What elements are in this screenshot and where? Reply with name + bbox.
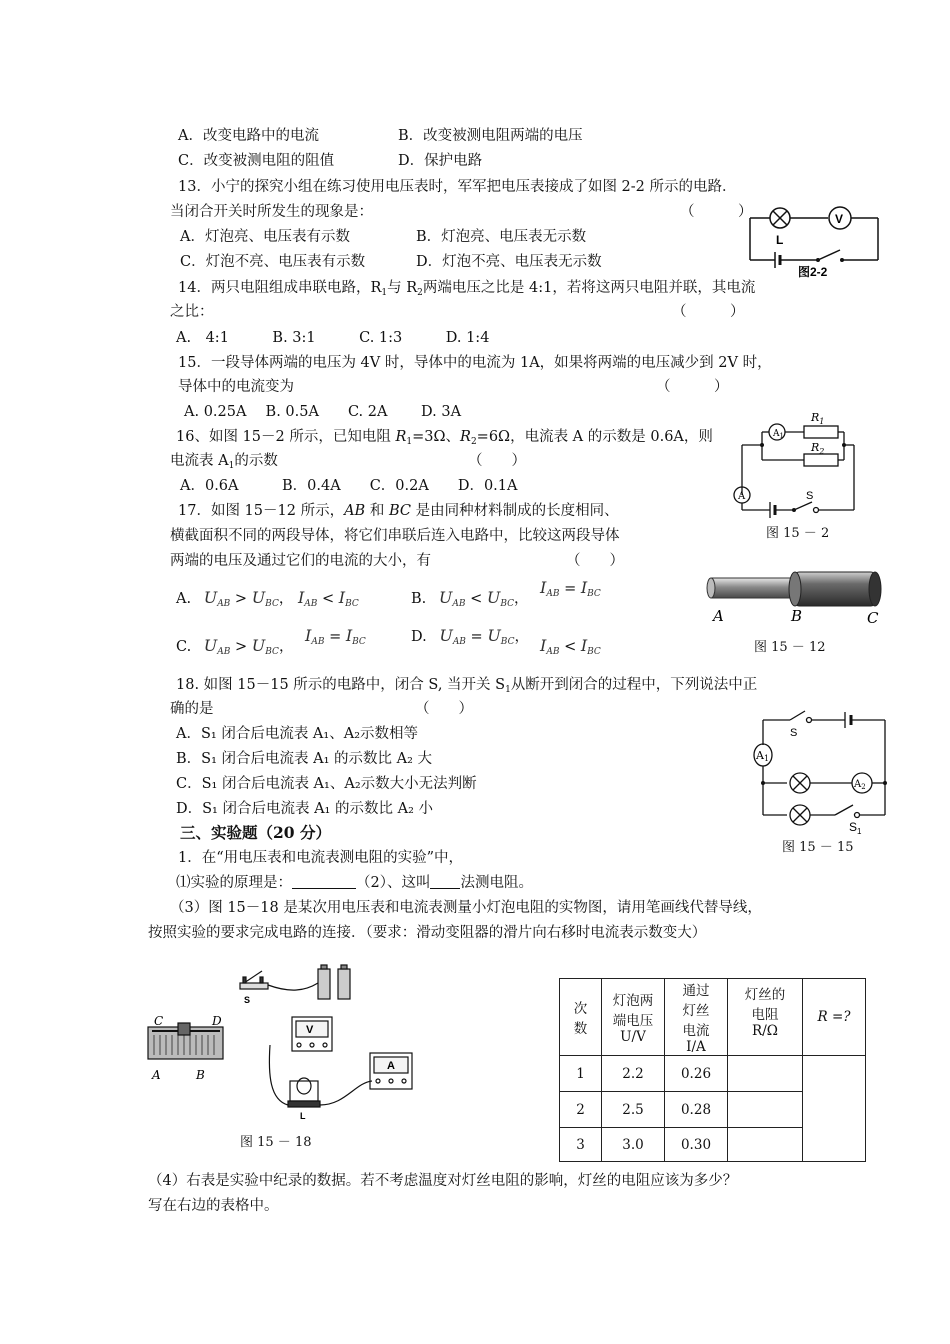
fig-2-2-label-v: V — [835, 212, 844, 226]
fig-15-18-label-b: B — [196, 1068, 205, 1082]
fig-2-2-caption: 图2-2 — [798, 265, 828, 279]
q15-options: A. 0.25A B. 0.5A C. 2A D. 3A — [184, 404, 462, 420]
section3-p4-line2: 写在右边的表格中。 — [148, 1198, 279, 1214]
q18-stem-line1: 18. 如图 15－15 所示的电路中，闭合 S, 当开关 $S_1$从断开到闭合的过程中，下列说法中正 — [176, 677, 758, 695]
table-cell-answer[interactable] — [803, 1056, 866, 1162]
figure-15-15-circuit — [745, 705, 895, 835]
answer-blank-principle — [292, 874, 356, 889]
table-cell: 1 — [560, 1056, 602, 1092]
table-header-cell: 次 数 — [560, 979, 602, 1056]
q13-answer-paren: （ ） — [680, 204, 753, 220]
q17-option-b-current: $I_{AB} = I_{BC}$ — [540, 578, 601, 599]
section3-p1: ⑴实验的原理是： （2）、这叫 法测电阻。 — [176, 875, 533, 891]
figure-15-2-circuit — [732, 405, 862, 520]
fig-15-2-label-r1: $R_1$ — [811, 411, 825, 426]
fig-15-18-label-s: S — [244, 995, 251, 1005]
q17-option-a: A. $U_{AB} > U_{BC}$， $I_{AB} < I_{BC}$ — [176, 588, 359, 609]
table-header-row — [560, 979, 866, 1056]
table-header-cell: 灯泡两 端电压 U/V — [602, 979, 665, 1056]
q14-options: A. 4:1 B. 3:1 C. 1:3 D. 1:4 — [176, 330, 490, 346]
table-cell: 3 — [560, 1128, 602, 1162]
fig-15-2-label-r2: $R_2$ — [811, 441, 825, 456]
table-cell: 2 — [560, 1092, 602, 1128]
fig-15-18-label-c: C — [154, 1014, 164, 1028]
table-header-cell: 灯丝的 电阻 R/Ω — [728, 979, 803, 1056]
q13-option-d: D．灯泡不亮、电压表无示数 — [416, 254, 602, 270]
fig-15-12-label-a: A — [713, 607, 724, 625]
section3-p3-line2: 按照实验的要求完成电路的连接．（要求：滑动变阻器的滑片向右移时电流表示数变大） — [148, 925, 707, 941]
table-cell: 2.5 — [602, 1092, 665, 1128]
q17-answer-paren: （ ） — [566, 553, 624, 569]
table-cell[interactable] — [728, 1092, 803, 1128]
section3-heading: 三、实验题（20 分） — [180, 823, 331, 842]
q14-answer-paren: （ ） — [672, 304, 745, 320]
fig-15-2-caption: 图 15 － 2 — [766, 526, 830, 541]
table-header-cell: 通过 灯丝 电流 I/A — [665, 979, 728, 1056]
fig-15-18-label-l: L — [300, 1111, 306, 1121]
fig-15-18-label-a-terminal: A — [152, 1068, 161, 1082]
table-cell: 0.26 — [665, 1056, 728, 1092]
q12-option-b: B．改变被测电阻两端的电压 — [398, 128, 583, 144]
data-table — [559, 978, 866, 1162]
q13-option-b: B．灯泡亮、电压表无示数 — [416, 229, 587, 245]
q17-option-c: C. $U_{AB} > U_{BC}$， — [176, 636, 294, 657]
q13-stem-line1: 13．小宁的探究小组在练习使用电压表时，军军把电压表接成了如图 2-2 所示的电路． — [178, 179, 737, 195]
q17-option-b: B. $U_{AB} < U_{BC}$， — [411, 588, 529, 609]
q18-option-a: A．S₁ 闭合后电流表 A₁、A₂示数相等 — [176, 726, 419, 742]
table-row — [560, 1056, 866, 1092]
fig-15-2-label-a1: $A_1$ — [773, 429, 784, 440]
fig-15-18-label-v: V — [306, 1024, 314, 1036]
q16-answer-paren: （ ） — [468, 453, 526, 469]
fig-15-15-caption: 图 15 － 15 — [782, 840, 854, 855]
fig-2-2-label-l: L — [776, 233, 784, 247]
q17-stem-line3: 两端的电压及通过它们的电流的大小，有 — [170, 553, 431, 569]
table-cell[interactable] — [728, 1128, 803, 1162]
figure-2-2-circuit — [740, 200, 890, 280]
q12-option-c: C．改变被测电阻的阻值 — [178, 153, 335, 169]
q15-stem-line2: 导体中的电流变为 — [178, 379, 294, 395]
q14-stem-line2: 之比： — [170, 304, 214, 320]
fig-15-18-caption: 图 15 － 18 — [240, 1135, 312, 1150]
q14-stem-line1: 14．两只电阻组成串联电路，$R_1$与 $R_2$两端电压之比是 4:1，若将这两只电阻并联，其电流 — [178, 280, 756, 298]
fig-15-18-label-a-meter: A — [387, 1060, 395, 1072]
q12-option-d: D．保护电路 — [398, 153, 483, 169]
table-header-cell: R =? — [803, 979, 866, 1056]
fig-15-15-label-s: S — [790, 727, 798, 739]
answer-blank-method — [430, 874, 460, 889]
q15-answer-paren: （ ） — [656, 379, 729, 395]
table-cell: 3.0 — [602, 1128, 665, 1162]
section3-p3-line1: （3）图 15－18 是某次用电压表和电流表测量小灯泡电阻的实物图，请用笔画线代替导线， — [170, 900, 762, 916]
table-cell[interactable] — [728, 1056, 803, 1092]
fig-15-18-label-d: D — [212, 1014, 222, 1028]
table-cell: 0.30 — [665, 1128, 728, 1162]
q17-option-d-current: $I_{AB} < I_{BC}$ — [540, 636, 601, 657]
q12-option-a: A．改变电路中的电流 — [178, 128, 319, 144]
fig-15-2-label-s: S — [806, 490, 814, 502]
figure-15-18-apparatus — [140, 955, 425, 1133]
q18-stem-line2: 确的是 — [170, 701, 214, 717]
q17-stem-line1: 17．如图 15－12 所示，AB 和 BC 是由同种材料制成的长度相同、 — [178, 503, 619, 519]
q13-option-a: A．灯泡亮、电压表有示数 — [180, 229, 350, 245]
q17-option-d: D. $U_{AB} = U_{BC}$， — [411, 626, 529, 647]
figure-15-12-conductor — [703, 566, 888, 628]
table-cell: 2.2 — [602, 1056, 665, 1092]
q13-option-c: C．灯泡不亮、电压表有示数 — [180, 254, 366, 270]
q17-stem-line2: 横截面积不同的两段导体，将它们串联后连入电路中，比较这两段导体 — [170, 528, 620, 544]
q16-options: A．0.6A B．0.4A C．0.2A D．0.1A — [180, 478, 518, 494]
fig-15-12-label-b: B — [791, 607, 803, 625]
q18-option-d: D．S₁ 闭合后电流表 A₁ 的示数比 A₂ 小 — [176, 801, 433, 817]
fig-15-15-label-s1: $S_1$ — [849, 820, 862, 835]
q16-stem-line2: 电流表 $A_1$的示数 — [170, 453, 278, 471]
fig-15-12-label-c: C — [867, 609, 879, 627]
fig-15-2-label-a: A — [738, 491, 746, 502]
q17-option-c-current: $I_{AB} = I_{BC}$ — [305, 626, 366, 647]
q16-stem-line1: 16、如图 15－2 所示，已知电阻 $R_1=3\Omega$、$R_2=6\Omega$，电流表 A 的示数是 0.6A，则 — [176, 429, 713, 447]
fig-15-12-caption: 图 15 － 12 — [754, 640, 826, 655]
q13-stem-line2: 当闭合开关时所发生的现象是： — [170, 204, 373, 220]
q18-option-c: C．S₁ 闭合后电流表 A₁、A₂示数大小无法判断 — [176, 776, 477, 792]
fig-15-15-label-a2: $A_2$ — [854, 779, 866, 791]
section3-q1: 1．在“用电压表和电流表测电阻的实验”中， — [178, 850, 464, 866]
fig-15-15-label-a1: A1 — [756, 749, 770, 763]
q18-option-b: B．S₁ 闭合后电流表 A₁ 的示数比 A₂ 大 — [176, 751, 433, 767]
table-cell: 0.28 — [665, 1092, 728, 1128]
section3-p4-line1: （4）右表是实验中纪录的数据。若不考虑温度对灯丝电阻的影响，灯丝的电阻应该为多少？ — [148, 1173, 738, 1189]
q15-stem-line1: 15．一段导体两端的电压为 4V 时，导体中的电流为 1A，如果将两端的电压减少到 2V 时， — [178, 355, 772, 371]
q18-answer-paren: （ ） — [415, 701, 473, 717]
